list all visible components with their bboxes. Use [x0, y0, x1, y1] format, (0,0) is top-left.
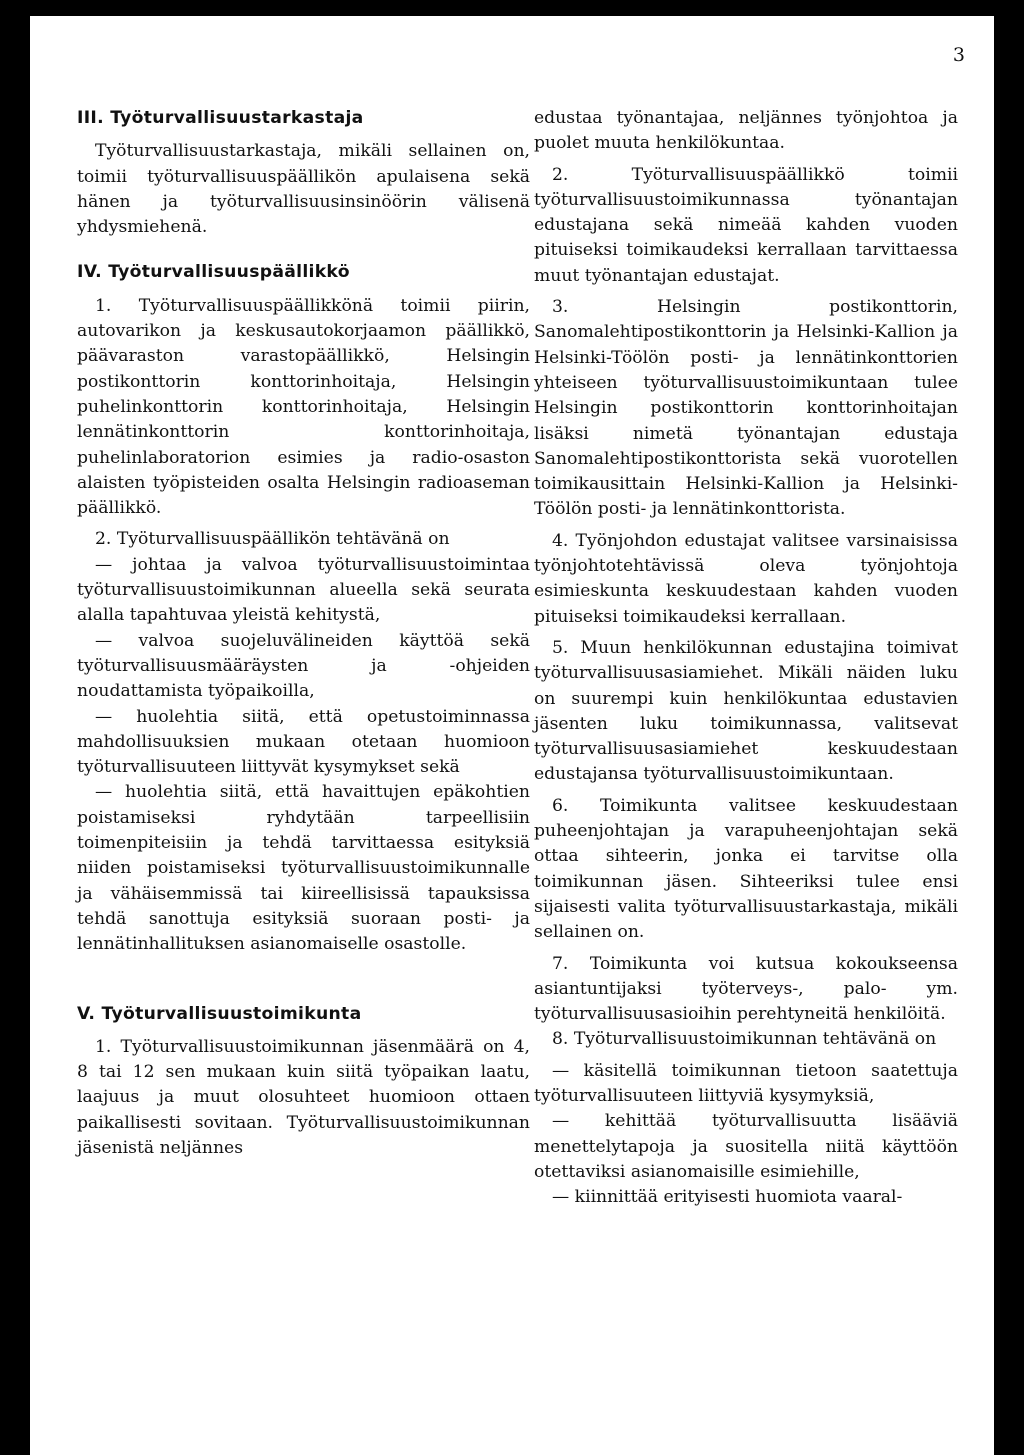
- right-column: [534, 106, 958, 1210]
- paragraph: 3. Helsingin postikonttorin, Sanomalehtipostikonttorin ja Helsinki-Kallion ja Helsinki-Töölön posti- ja lennätinkonttorien yhteiseen työturvallisuustoimikuntaan tulee Helsingin postikonttorin konttorinhoitajan lisäksi nimetä työnantajan edustaja Sanomalehtipostikonttorista sekä vuorotellen toimikausittain Helsinki-Kallion ja Helsinki-Töölön posti- ja lennätinkonttorista.: [534, 297, 958, 520]
- paragraph: 2. Työturvallisuuspäällikkö toimii työturvallisuustoimikunnassa työnantajan edustajana sekä nimeää kahden vuoden pituiseksi toimikaudeksi kerrallaan tarvittaessa muut työnantajan edustajat.: [534, 164, 958, 286]
- dash-item: — kiinnittää erityisesti huomiota vaaral-: [552, 1187, 903, 1208]
- dash-item: — huolehtia siitä, että havaittujen epäkohtien poistamiseksi ryhdytään tarpeellisiin toimenpiteisiin ja tehdä tarvittaessa esityksiä niiden poistamiseksi työturvallisuustoimikunnalle ja vähäisemmissä tai kiireellisissä tapauksissa tehdä sanottuja esityksiä suoraan posti- ja lennätinhallituksen asianomaiselle osastolle.: [77, 782, 530, 955]
- dash-item: — valvoa suojeluvälineiden käyttöä sekä työturvallisuusmääräysten ja -ohjeiden noudattamista työpaikoilla,: [77, 630, 530, 702]
- paragraph: 1. Työturvallisuuspäällikkönä toimii piirin, autovarikon ja keskusautokorjaamon päällikkö, päävaraston varastopäällikkö, Helsingin postikonttorin konttorinhoitaja, Helsingin puhelinkonttorin konttorinhoitaja, Helsingin lennätinkonttorin konttorinhoitaja, puhelinlaboratorion esimies ja radio-osaston alaisten työpisteiden osalta Helsingin radioaseman päällikkö.: [77, 295, 530, 519]
- paragraph: Työturvallisuustarkastaja, mikäli sellainen on, toimii työturvallisuuspäällikön apulaisena sekä hänen ja työturvallisuusinsinöörin välisenä yhdysmiehenä.: [77, 141, 530, 238]
- dash-item: — huolehtia siitä, että opetustoiminnassa mahdollisuuksien mukaan otetaan huomioon työturvallisuuteen liittyvät kysymykset sekä: [77, 706, 530, 778]
- dash-item: — johtaa ja valvoa työturvallisuustoimintaa työturvallisuustoimikunnan alueella sekä seurata alalla tapahtuvaa yleistä kehitystä,: [77, 554, 530, 626]
- paragraph: edustaa työnantajaa, neljännes työnjohtoa ja puolet muuta henkilökuntaa.: [534, 108, 958, 154]
- dash-item: — kehittää työturvallisuutta lisääviä menettelytapoja ja suositella niitä käyttöön otettaviksi asianomaisille esimiehille,: [534, 1111, 958, 1182]
- page-number: 3: [952, 44, 966, 66]
- paragraph: 7. Toimikunta voi kutsua kokoukseensa asiantuntijaksi työterveys-, palo- ym. työturvallisuusasioihin perehtyneitä henkilöitä.: [534, 953, 958, 1025]
- paragraph: 5. Muun henkilökunnan edustajina toimivat työturvallisuusasiamiehet. Mikäli näiden luku on suurempi kuin henkilökuntaa edustavien jäsenten luku toimikunnassa, valitsevat työturvallisuusasiamiehet keskuudestaan edustajansa työturvallisuustoimikuntaan.: [534, 637, 958, 785]
- paragraph: 4. Työnjohdon edustajat valitsee varsinaisissa työnjohtotehtävissä oleva työnjohtoja esimieskunta keskuudestaan kahden vuoden pituiseksi toimikaudeksi kerrallaan.: [534, 530, 958, 627]
- paragraph: 6. Toimikunta valitsee keskuudestaan puheenjohtajan ja varapuheenjohtajan sekä ottaa sihteerin, jonka ei tarvitse olla toimikunnan jäsen. Sihteeriksi tulee ensi sijaisesti valita työturvallisuustarkastaja, mikäli sellainen on.: [534, 795, 958, 943]
- document-page: [30, 16, 994, 1455]
- paragraph: 2. Työturvallisuuspäällikön tehtävänä on: [95, 529, 450, 550]
- section-heading-iii: III. Työturvallisuustarkastaja: [77, 108, 364, 128]
- paragraph: 8. Työturvallisuustoimikunnan tehtävänä on: [552, 1029, 937, 1050]
- section-heading-iv: IV. Työturvallisuuspäällikkö: [77, 262, 350, 283]
- section-heading-v: V. Työturvallisuustoimikunta: [77, 1003, 362, 1024]
- left-column: [77, 106, 530, 1161]
- paragraph: 1. Työturvallisuustoimikunnan jäsenmäärä on 4, 8 tai 12 sen mukaan kuin siitä työpaikan laatu, laajuus ja muut olosuhteet huomioon ottaen paikallisesti sovitaan. Työturvallisuustoimikunnan jäsenistä neljännes: [77, 1036, 530, 1158]
- dash-item: — käsitellä toimikunnan tietoon saatettuja työturvallisuuteen liittyviä kysymyksiä,: [534, 1060, 958, 1106]
